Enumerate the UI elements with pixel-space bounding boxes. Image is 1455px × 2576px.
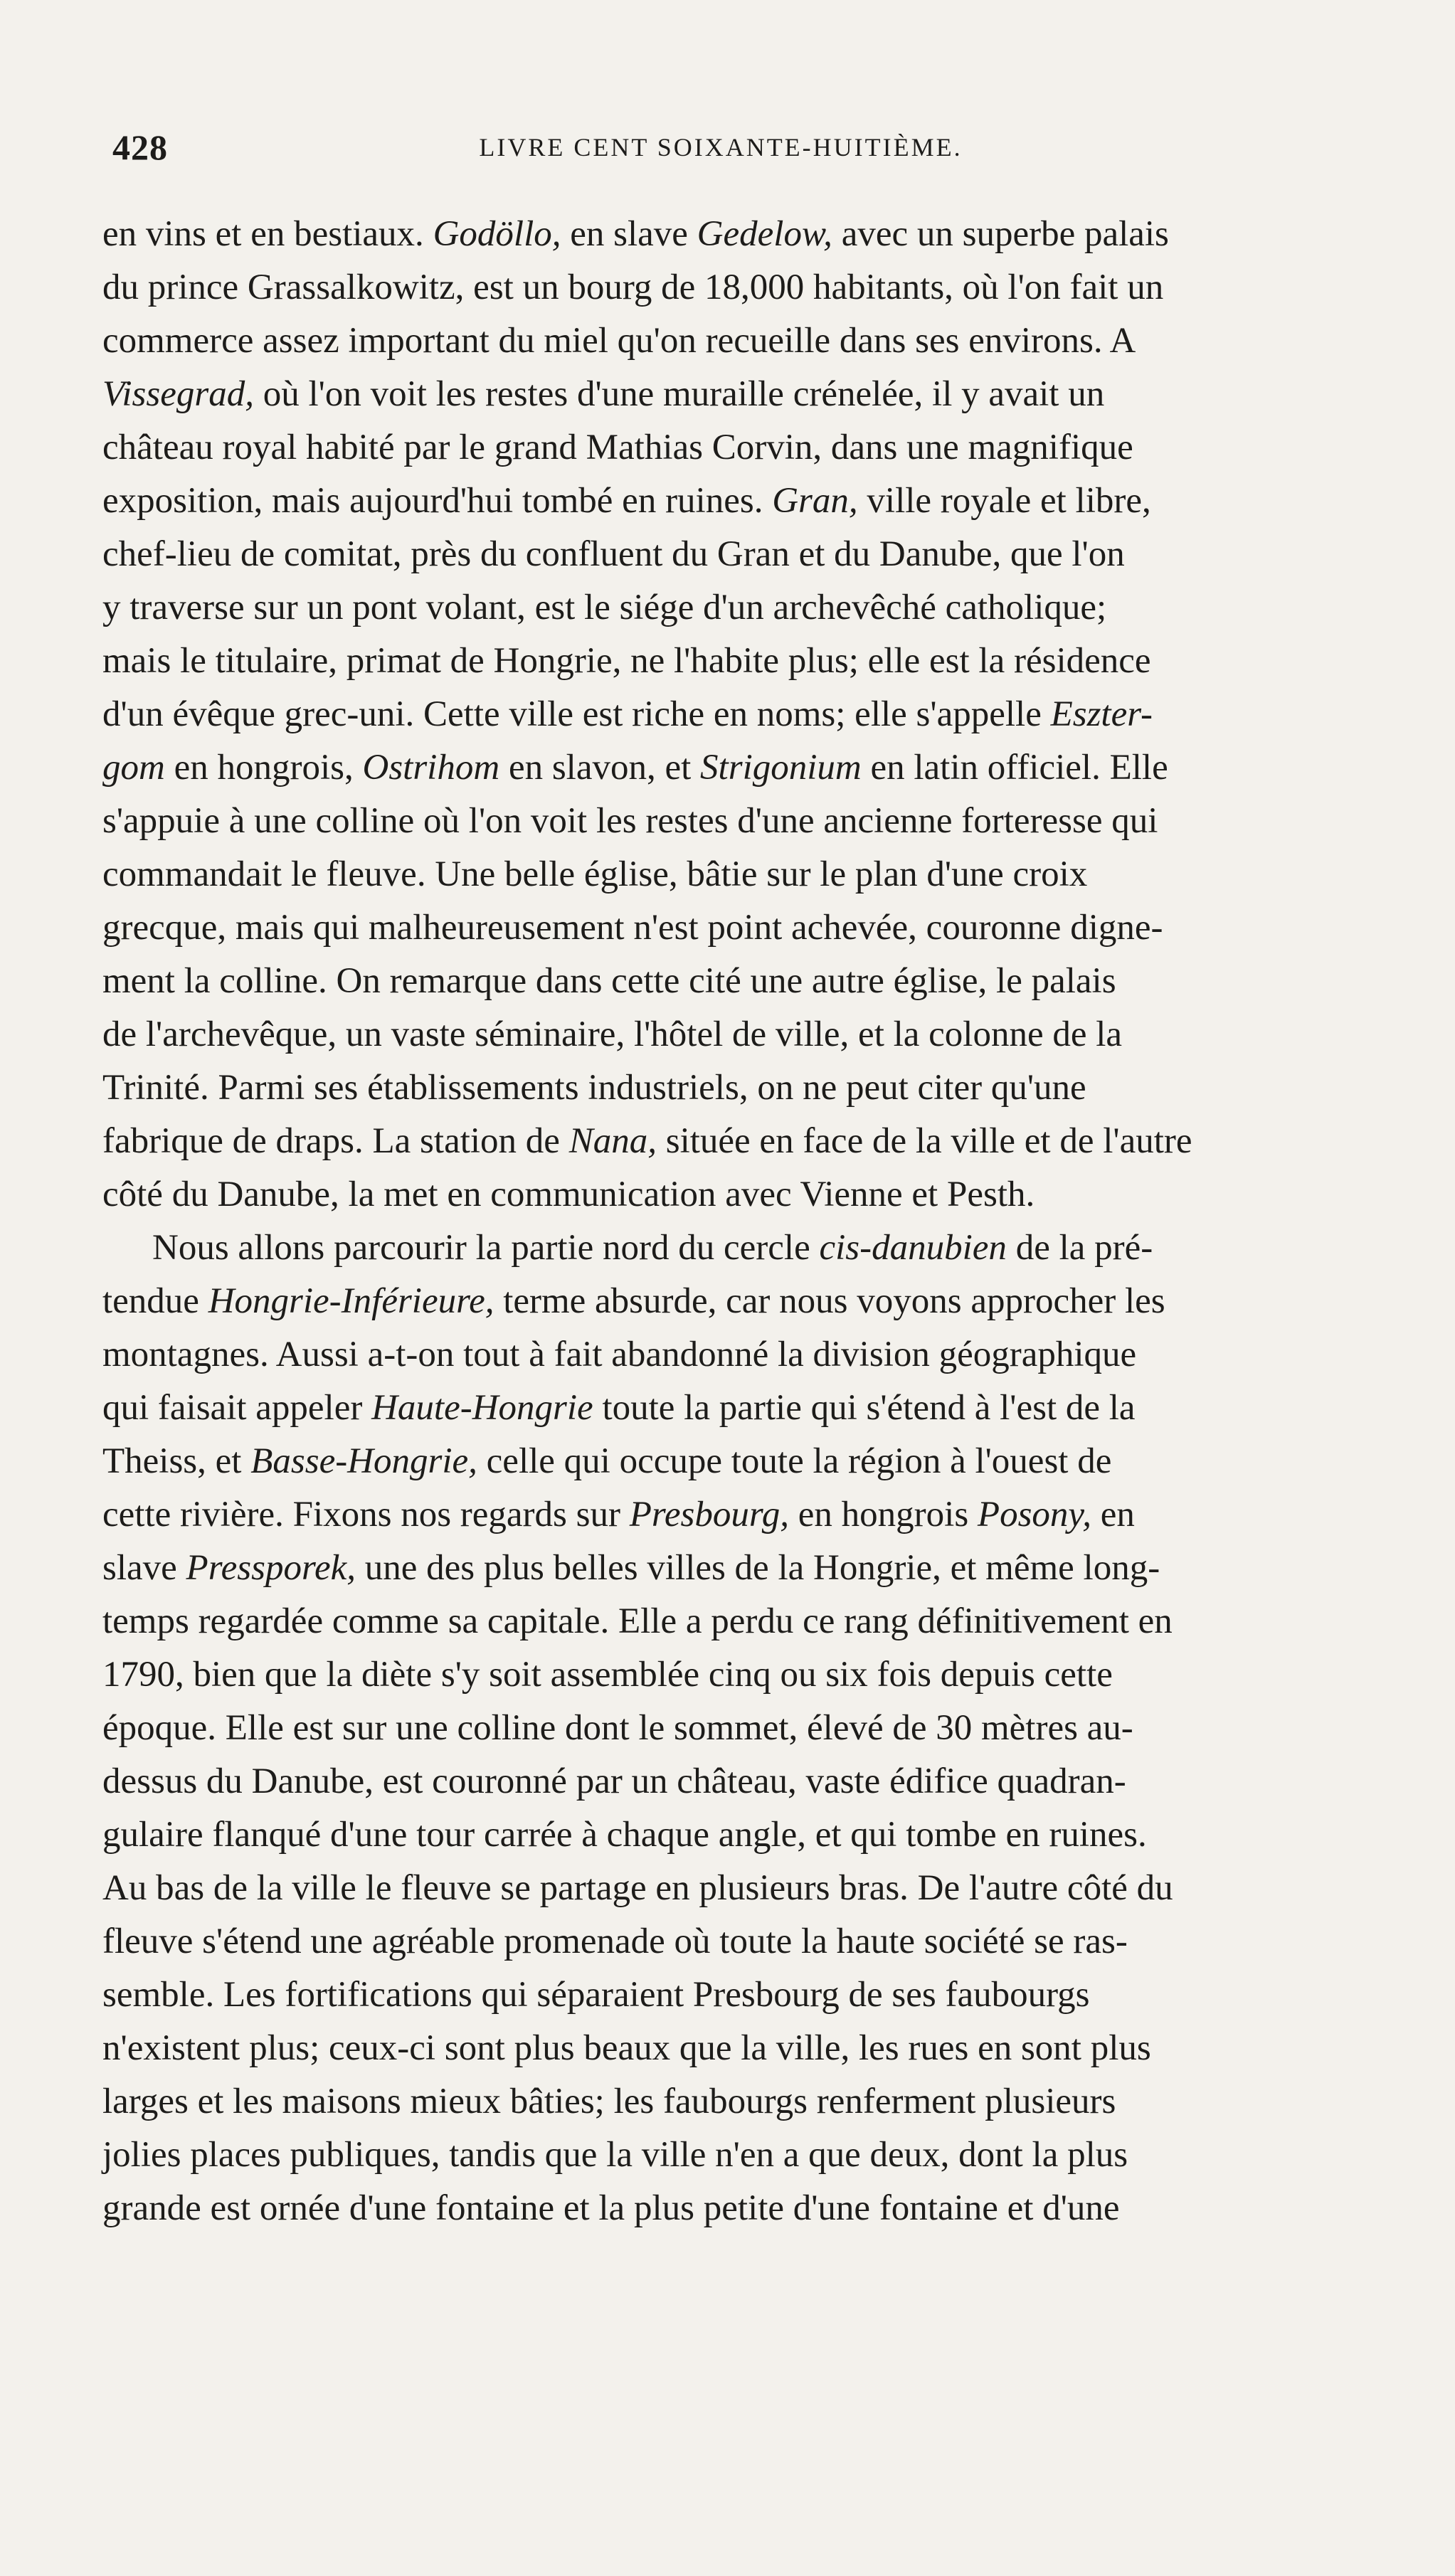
text-segment: commerce assez important du miel qu'on recueille dans ses environs. A xyxy=(102,321,1136,361)
text-line xyxy=(102,581,1328,635)
text-line xyxy=(102,2075,1328,2129)
text-line xyxy=(102,1755,1328,1808)
text-line xyxy=(102,1328,1328,1382)
text-line xyxy=(102,1968,1328,2022)
text-line xyxy=(102,1221,1328,1275)
italic-text: Vissegrad, xyxy=(102,374,254,414)
text-line xyxy=(102,314,1328,368)
text-segment: Nous allons parcourir la partie nord du cercle xyxy=(152,1228,820,1268)
text-line xyxy=(102,421,1328,475)
italic-text: Ostrihom xyxy=(362,748,500,788)
text-segment: commandait le fleuve. Une belle église, bâtie sur le plan d'une croix xyxy=(102,854,1088,894)
text-segment: ville royale et libre, xyxy=(857,481,1151,521)
text-segment: y traverse sur un pont volant, est le siége d'un archevêché catholique; xyxy=(102,588,1107,627)
text-segment: toute la partie qui s'étend à l'est de la xyxy=(593,1388,1136,1428)
italic-text: Pressporek, xyxy=(186,1548,356,1588)
text-segment: en hongrois xyxy=(789,1495,978,1535)
page-number: 428 xyxy=(112,127,168,167)
italic-text: Eszter- xyxy=(1050,694,1153,734)
text-line xyxy=(102,1382,1328,1435)
text-segment: larges et les maisons mieux bâties; les faubourgs renferment plusieurs xyxy=(102,2082,1116,2121)
text-segment: cette rivière. Fixons nos regards sur xyxy=(102,1495,630,1535)
text-line xyxy=(102,741,1328,795)
text-segment: qui faisait appeler xyxy=(102,1388,372,1428)
text-segment: temps regardée comme sa capitale. Elle a perdu ce rang définitivement en xyxy=(102,1601,1173,1641)
text-segment: de la pré- xyxy=(1006,1228,1153,1268)
text-segment: s'appuie à une colline où l'on voit les restes d'une ancienne forteresse qui xyxy=(102,801,1158,841)
text-segment: en slavon, et xyxy=(499,748,701,788)
text-segment: en vins et en bestiaux. xyxy=(102,214,433,254)
text-segment: du prince Grassalkowitz, est un bourg de 18,000 habitants, où l'on fait un xyxy=(102,267,1164,307)
text-segment: fabrique de draps. La station de xyxy=(102,1121,569,1161)
text-segment: située en face de la ville et de l'autre xyxy=(656,1121,1192,1161)
text-segment: montagnes. Aussi a-t-on tout à fait abandonné la division géographique xyxy=(102,1335,1137,1374)
text-segment: en hongrois, xyxy=(164,748,363,788)
text-line xyxy=(102,901,1328,955)
text-line xyxy=(102,475,1328,528)
text-segment: terme absurde, car nous voyons approcher les xyxy=(494,1281,1165,1321)
text-segment: fleuve s'étend une agréable promenade où toute la haute société se ras- xyxy=(102,1922,1128,1961)
text-line xyxy=(102,1808,1328,1862)
text-segment: de l'archevêque, un vaste séminaire, l'hôtel de ville, et la colonne de la xyxy=(102,1014,1123,1054)
text-segment: slave xyxy=(102,1548,186,1588)
text-segment: en latin officiel. Elle xyxy=(861,748,1168,788)
italic-text: Strigonium xyxy=(700,748,862,788)
text-segment: château royal habité par le grand Mathias Corvin, dans une magnifique xyxy=(102,428,1133,467)
text-line xyxy=(102,1542,1328,1595)
text-segment: celle qui occupe toute la région à l'ouest de xyxy=(477,1441,1112,1481)
text-segment: n'existent plus; ceux-ci sont plus beaux que la ville, les rues en sont plus xyxy=(102,2028,1151,2068)
text-line xyxy=(102,208,1328,261)
italic-text: Nana, xyxy=(568,1121,657,1161)
text-line xyxy=(102,955,1328,1008)
text-line xyxy=(102,261,1328,314)
italic-text: Hongrie-Inférieure, xyxy=(208,1281,494,1321)
text-line xyxy=(102,688,1328,741)
italic-text: gom xyxy=(102,748,165,788)
italic-text: Gran, xyxy=(772,481,858,521)
text-line xyxy=(102,1115,1328,1168)
italic-text: Presbourg, xyxy=(629,1495,790,1535)
text-segment: avec un superbe palais xyxy=(832,214,1169,254)
italic-text: Posony, xyxy=(977,1495,1091,1535)
text-segment: Au bas de la ville le fleuve se partage en plusieurs bras. De l'autre côté du xyxy=(102,1868,1173,1908)
italic-text: Godöllo, xyxy=(433,214,561,254)
text-segment: jolies places publiques, tandis que la ville n'en a que deux, dont la plus xyxy=(102,2135,1128,2175)
text-segment: semble. Les fortifications qui séparaient Presbourg de ses faubourgs xyxy=(102,1975,1090,2015)
text-segment: tendue xyxy=(102,1281,208,1321)
text-line xyxy=(102,1488,1328,1542)
text-segment: époque. Elle est sur une colline dont le sommet, élevé de 30 mètres au- xyxy=(102,1708,1133,1748)
text-segment: chef-lieu de comitat, près du confluent du Gran et du Danube, que l'on xyxy=(102,534,1125,574)
text-segment: gulaire flanqué d'une tour carrée à chaque angle, et qui tombe en ruines. xyxy=(102,1815,1147,1855)
text-line xyxy=(102,1168,1328,1221)
text-line xyxy=(102,1435,1328,1488)
text-segment: où l'on voit les restes d'une muraille crénelée, il y avait un xyxy=(253,374,1105,414)
text-line xyxy=(102,528,1328,581)
text-line xyxy=(102,795,1328,848)
text-line xyxy=(102,635,1328,688)
text-segment: en xyxy=(1091,1495,1135,1535)
text-segment: grande est ornée d'une fontaine et la plus petite d'une fontaine et d'une xyxy=(102,2188,1120,2228)
text-segment: une des plus belles villes de la Hongrie, et même long- xyxy=(355,1548,1160,1588)
text-segment: exposition, mais aujourd'hui tombé en ruines. xyxy=(102,481,773,521)
page-header xyxy=(105,127,1336,176)
text-line xyxy=(102,1061,1328,1115)
text-line xyxy=(102,368,1328,421)
text-line xyxy=(102,1648,1328,1702)
text-segment: Trinité. Parmi ses établissements industriels, on ne peut citer qu'une xyxy=(102,1068,1086,1108)
italic-text: cis-danubien xyxy=(819,1228,1007,1268)
italic-text: Basse-Hongrie, xyxy=(250,1441,477,1481)
text-line xyxy=(102,2182,1328,2235)
text-line xyxy=(102,2129,1328,2182)
text-line xyxy=(102,1008,1328,1061)
text-segment: mais le titulaire, primat de Hongrie, ne l'habite plus; elle est la résidence xyxy=(102,641,1151,681)
italic-text: Haute-Hongrie xyxy=(371,1388,593,1428)
text-line xyxy=(102,2022,1328,2075)
running-title: LIVRE CENT SOIXANTE-HUITIÈME. xyxy=(479,133,963,161)
text-segment: en slave xyxy=(561,214,697,254)
text-segment: ment la colline. On remarque dans cette cité une autre église, le palais xyxy=(102,961,1116,1001)
text-segment: d'un évêque grec-uni. Cette ville est riche en noms; elle s'appelle xyxy=(102,694,1051,734)
body-text xyxy=(102,208,1328,2235)
text-line xyxy=(102,1862,1328,1915)
text-line xyxy=(102,1275,1328,1328)
text-segment: dessus du Danube, est couronné par un château, vaste édifice quadran- xyxy=(102,1761,1126,1801)
text-line xyxy=(102,1702,1328,1755)
text-line xyxy=(102,1595,1328,1648)
text-line xyxy=(102,1915,1328,1968)
text-segment: côté du Danube, la met en communication avec Vienne et Pesth. xyxy=(102,1175,1035,1214)
italic-text: Gedelow, xyxy=(697,214,832,254)
text-line xyxy=(102,848,1328,901)
text-segment: grecque, mais qui malheureusement n'est point achevée, couronne digne- xyxy=(102,908,1163,948)
text-segment: 1790, bien que la diète s'y soit assemblée cinq ou six fois depuis cette xyxy=(102,1655,1113,1695)
text-segment: Theiss, et xyxy=(102,1441,251,1481)
